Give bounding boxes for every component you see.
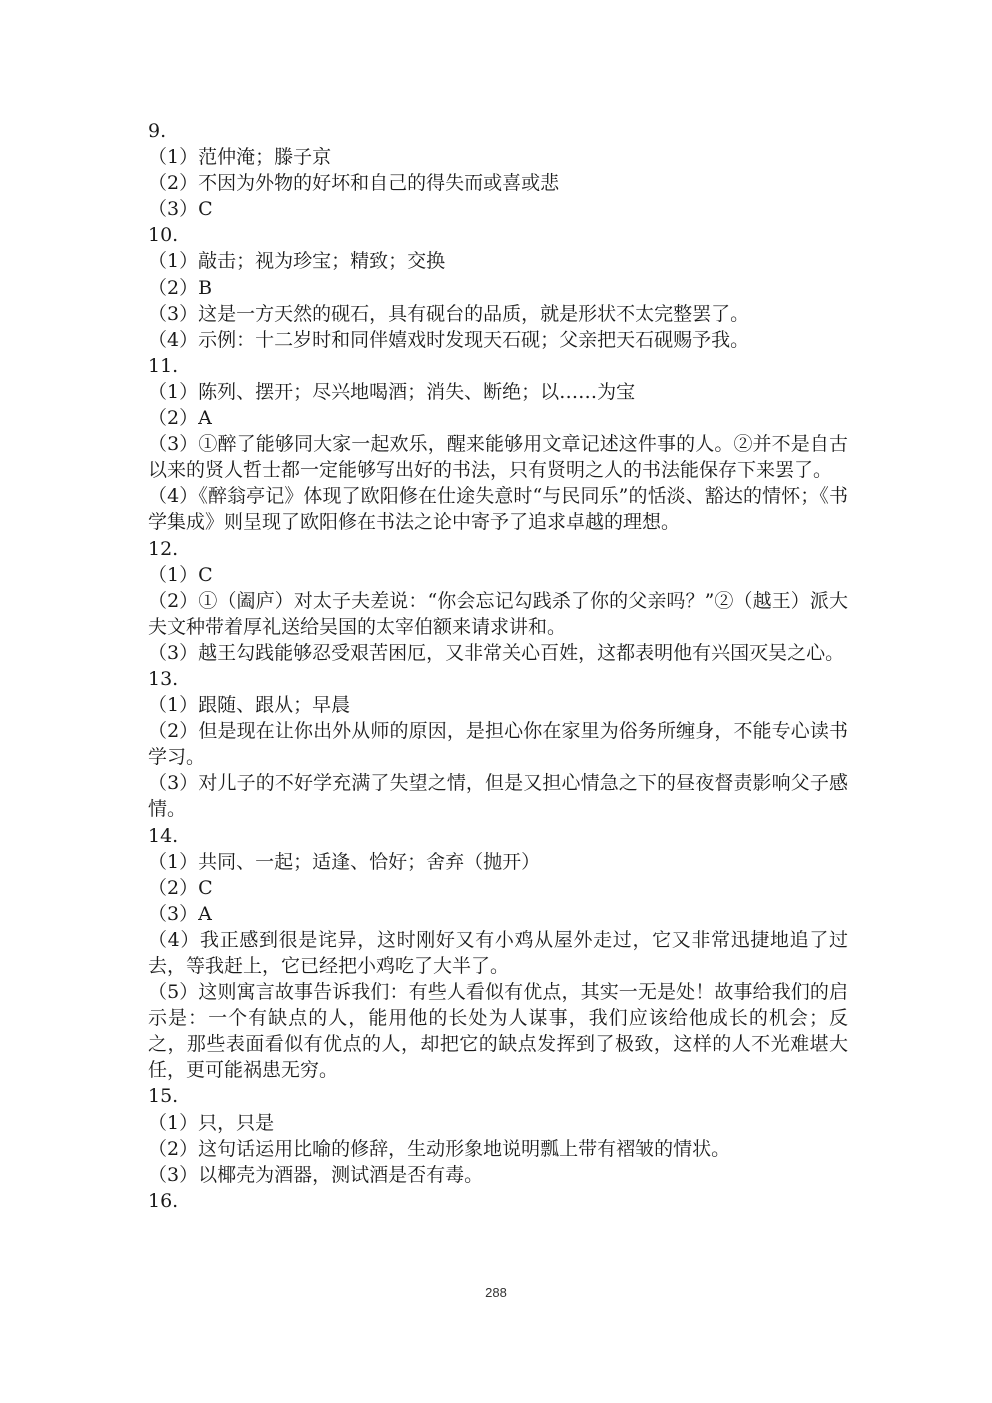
question-number: 9. (148, 120, 167, 142)
answer-paragraph: （2）①（阖庐）对太子夫差说：“你会忘记勾践杀了你的父亲吗？”②（越王）派大夫文种带着厚礼送给吴国的太宰伯额来请求讲和。 (148, 589, 848, 638)
answer-line: （1）共同、一起；适逢、恰好；舍弃（抛开） (148, 850, 541, 873)
answer-line: （3）C (148, 198, 213, 221)
answer-line: （2）这句话运用比喻的修辞，生动形象地说明瓢上带有褶皱的情状。 (148, 1137, 731, 1160)
answer-paragraph: （3）越王勾践能够忍受艰苦困厄，又非常关心百姓，这都表明他有兴国灭吴之心。 (148, 641, 845, 664)
answer-line: （2）C (148, 876, 213, 899)
answer-line: （3）A (148, 902, 212, 925)
answer-paragraph: （3）①醉了能够同大家一起欢乐，醒来能够用文章记述这件事的人。②并不是自古以来的贤人哲士都一定能够写出好的书法，只有贤明之人的书法能保存下来罢了。 (148, 433, 848, 482)
question-number: 15. (148, 1085, 179, 1108)
answer-line: （2）B (148, 276, 213, 299)
question-number: 13. (148, 667, 179, 690)
answer-line: （1）只，只是 (148, 1111, 275, 1134)
answer-line: （1）C (148, 563, 213, 586)
answer-paragraph: （4）《醉翁亭记》体现了欧阳修在仕途失意时“与民同乐”的恬淡、豁达的情怀；《书学集成》则呈现了欧阳修在书法之论中寄予了追求卓越的理想。 (148, 485, 848, 534)
question-number: 16. (148, 1189, 179, 1212)
answer-paragraph: （5）这则寓言故事告诉我们：有些人看似有优点，其实一无是处！故事给我们的启示是：一个有缺点的人，能用他的长处为人谋事，我们应该给他成长的机会；反之，那些表面看似有优点的人，却把它的缺点发挥到了极致，这样的人不光难堪大任，更可能祸患无穷。 (148, 981, 848, 1082)
answer-line: （4）示例：十二岁时和同伴嬉戏时发现天石砚；父亲把天石砚赐予我。 (148, 328, 750, 351)
question-number: 14. (148, 824, 179, 847)
answer-line: （3）以椰壳为酒器，测试酒是否有毒。 (148, 1163, 484, 1186)
answer-line: （1）跟随、跟从；早晨 (148, 694, 351, 717)
answer-line: （1）范仲淹；滕子京 (148, 146, 332, 169)
answer-line: （1）敲击；视为珍宝；精致；交换 (148, 250, 446, 273)
answer-paragraph: （4）我正感到很是诧异，这时刚好又有小鸡从屋外走过，它又非常迅捷地追了过去，等我赶上，它已经把小鸡吃了大半了。 (148, 928, 848, 977)
question-number: 11. (148, 354, 179, 377)
question-number: 12. (148, 537, 179, 560)
answer-page (148, 118, 848, 1214)
answer-paragraph: （2）但是现在让你出外从师的原因，是担心你在家里为俗务所缠身，不能专心读书学习。 (148, 720, 848, 769)
answer-line: （2）A (148, 407, 212, 430)
answer-line: （1）陈列、摆开；尽兴地喝酒；消失、断绝；以……为宝 (148, 380, 636, 403)
page-number: 288 (485, 1285, 507, 1300)
answer-paragraph: （3）对儿子的不好学充满了失望之情，但是又担心情急之下的昼夜督责影响父子感情。 (148, 772, 848, 821)
answer-line: （2）不因为外物的好坏和自己的得失而或喜或悲 (148, 172, 560, 195)
question-number: 10. (148, 224, 179, 247)
answer-line: （3）这是一方天然的砚石，具有砚台的品质，就是形状不太完整罢了。 (148, 302, 750, 325)
